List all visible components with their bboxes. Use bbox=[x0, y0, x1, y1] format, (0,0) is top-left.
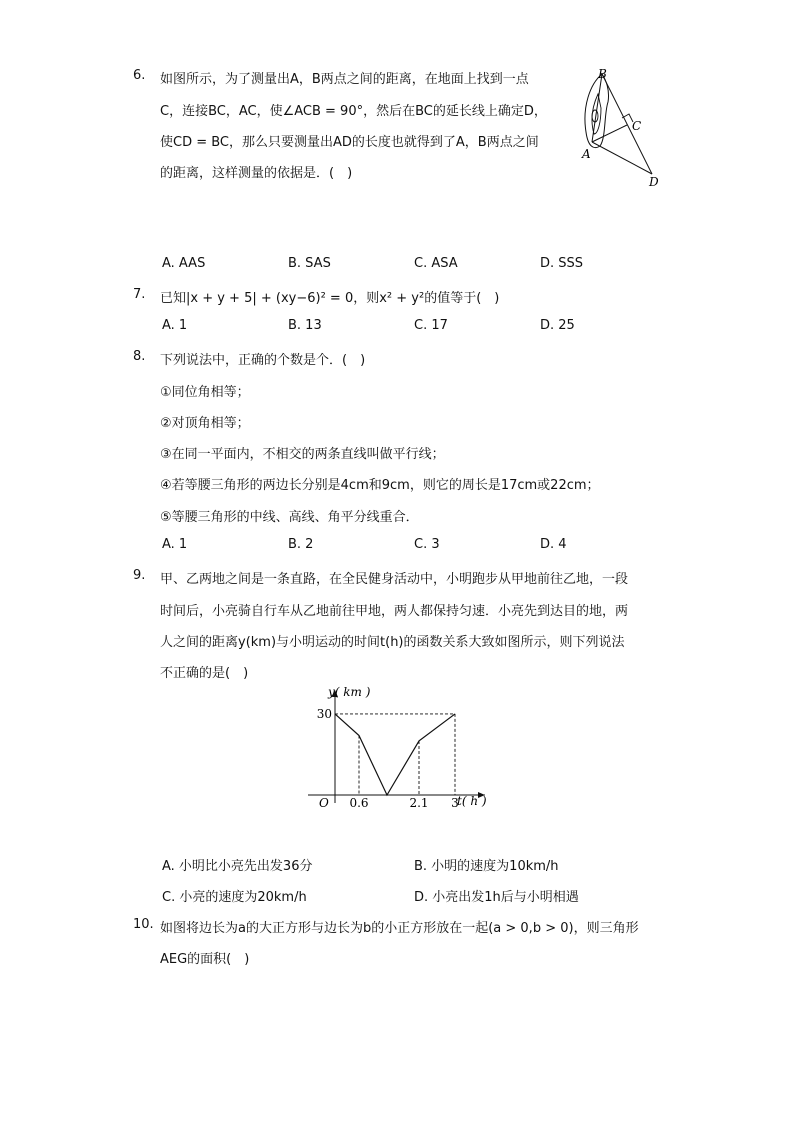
option-a: A. 1 bbox=[162, 537, 188, 552]
y-axis-label: y( km ) bbox=[328, 685, 371, 699]
chart-labels bbox=[317, 685, 487, 810]
distance-time-chart bbox=[300, 680, 500, 820]
question-text-line: 时间后，小亮骑自行车从乙地前往甲地，两人都保持匀速．小亮先到达目的地，两 bbox=[160, 604, 629, 619]
option-c: C. 17 bbox=[414, 318, 448, 333]
option-a: A. AAS bbox=[162, 256, 206, 271]
question-number: 6. bbox=[133, 68, 146, 83]
point-label-c: C bbox=[632, 119, 642, 133]
statement-item: ②对顶角相等； bbox=[160, 416, 250, 431]
question-text-line: 甲、乙两地之间是一条直路，在全民健身活动中，小明跑步从甲地前往乙地，一段 bbox=[160, 572, 629, 587]
measurement-figure bbox=[572, 62, 672, 192]
option-b: B. 2 bbox=[288, 537, 314, 552]
question-text-line: 使CD = BC，那么只要测量出AD的长度也就得到了A，B两点之间 bbox=[160, 135, 539, 150]
option-a: A. 1 bbox=[162, 318, 188, 333]
option-b: B. 小明的速度为10km/h bbox=[414, 859, 559, 874]
chart-axes bbox=[308, 690, 485, 803]
statement-item: ④若等腰三角形的两边长分别是4cm和9cm，则它的周长是17cm或22cm； bbox=[160, 478, 600, 493]
x-axis-label: t( h ) bbox=[457, 794, 487, 808]
statement-item: ⑤等腰三角形的中线、高线、角平分线重合． bbox=[160, 510, 419, 525]
option-c: C. 3 bbox=[414, 537, 440, 552]
point-label-d: D bbox=[649, 175, 659, 189]
question-number: 10. bbox=[133, 917, 154, 932]
option-c: C. ASA bbox=[414, 256, 458, 271]
question-text-line: 不正确的是( ) bbox=[160, 666, 249, 681]
option-d: D. SSS bbox=[540, 256, 584, 271]
question-text-line: AEG的面积( ) bbox=[160, 952, 250, 967]
option-a: A. 小明比小亮先出发36分 bbox=[162, 859, 313, 874]
question-text: 已知|x + y + 5| + (xy−6)² = 0，则x² + y²的值等于( ) bbox=[160, 291, 500, 306]
option-d: D. 4 bbox=[540, 537, 567, 552]
x-tick-label: 2.1 bbox=[409, 796, 429, 810]
origin-label: O bbox=[319, 796, 329, 810]
distance-series-line bbox=[335, 714, 455, 795]
question-number: 9. bbox=[133, 568, 146, 583]
option-d: D. 25 bbox=[540, 318, 575, 333]
option-b: B. 13 bbox=[288, 318, 322, 333]
option-d: D. 小亮出发1h后与小明相遇 bbox=[414, 890, 579, 905]
chart-guide-lines bbox=[335, 714, 455, 795]
question-text-line: 如图所示，为了测量出A，B两点之间的距离，在地面上找到一点 bbox=[160, 72, 529, 87]
question-number: 8. bbox=[133, 349, 146, 364]
x-tick-label: 0.6 bbox=[349, 796, 369, 810]
option-b: B. SAS bbox=[288, 256, 331, 271]
question-text-line: C，连接BC，AC，使∠ACB = 90°，然后在BC的延长线上确定D， bbox=[160, 104, 547, 119]
statement-item: ③在同一平面内，不相交的两条直线叫做平行线； bbox=[160, 447, 445, 462]
question-number: 7. bbox=[133, 287, 146, 302]
question-text: 下列说法中，正确的个数是个．( ) bbox=[160, 353, 366, 368]
chart-series bbox=[335, 714, 455, 795]
question-text-line: 人之间的距离y(km)与小明运动的时间t(h)的函数关系大致如图所示，则下列说法 bbox=[160, 635, 625, 650]
point-label-a: A bbox=[582, 147, 591, 161]
question-text-line: 的距离，这样测量的依据是．( ) bbox=[160, 166, 353, 181]
statement-item: ①同位角相等； bbox=[160, 385, 250, 400]
question-text-line: 如图将边长为a的大正方形与边长为b的小正方形放在一起(a > 0,b > 0)，则三角形 bbox=[160, 921, 639, 936]
y-tick-label: 30 bbox=[316, 706, 332, 721]
point-label-b: B bbox=[598, 67, 607, 81]
x-tick-label: 3 bbox=[451, 796, 459, 810]
option-c: C. 小亮的速度为20km/h bbox=[162, 890, 307, 905]
